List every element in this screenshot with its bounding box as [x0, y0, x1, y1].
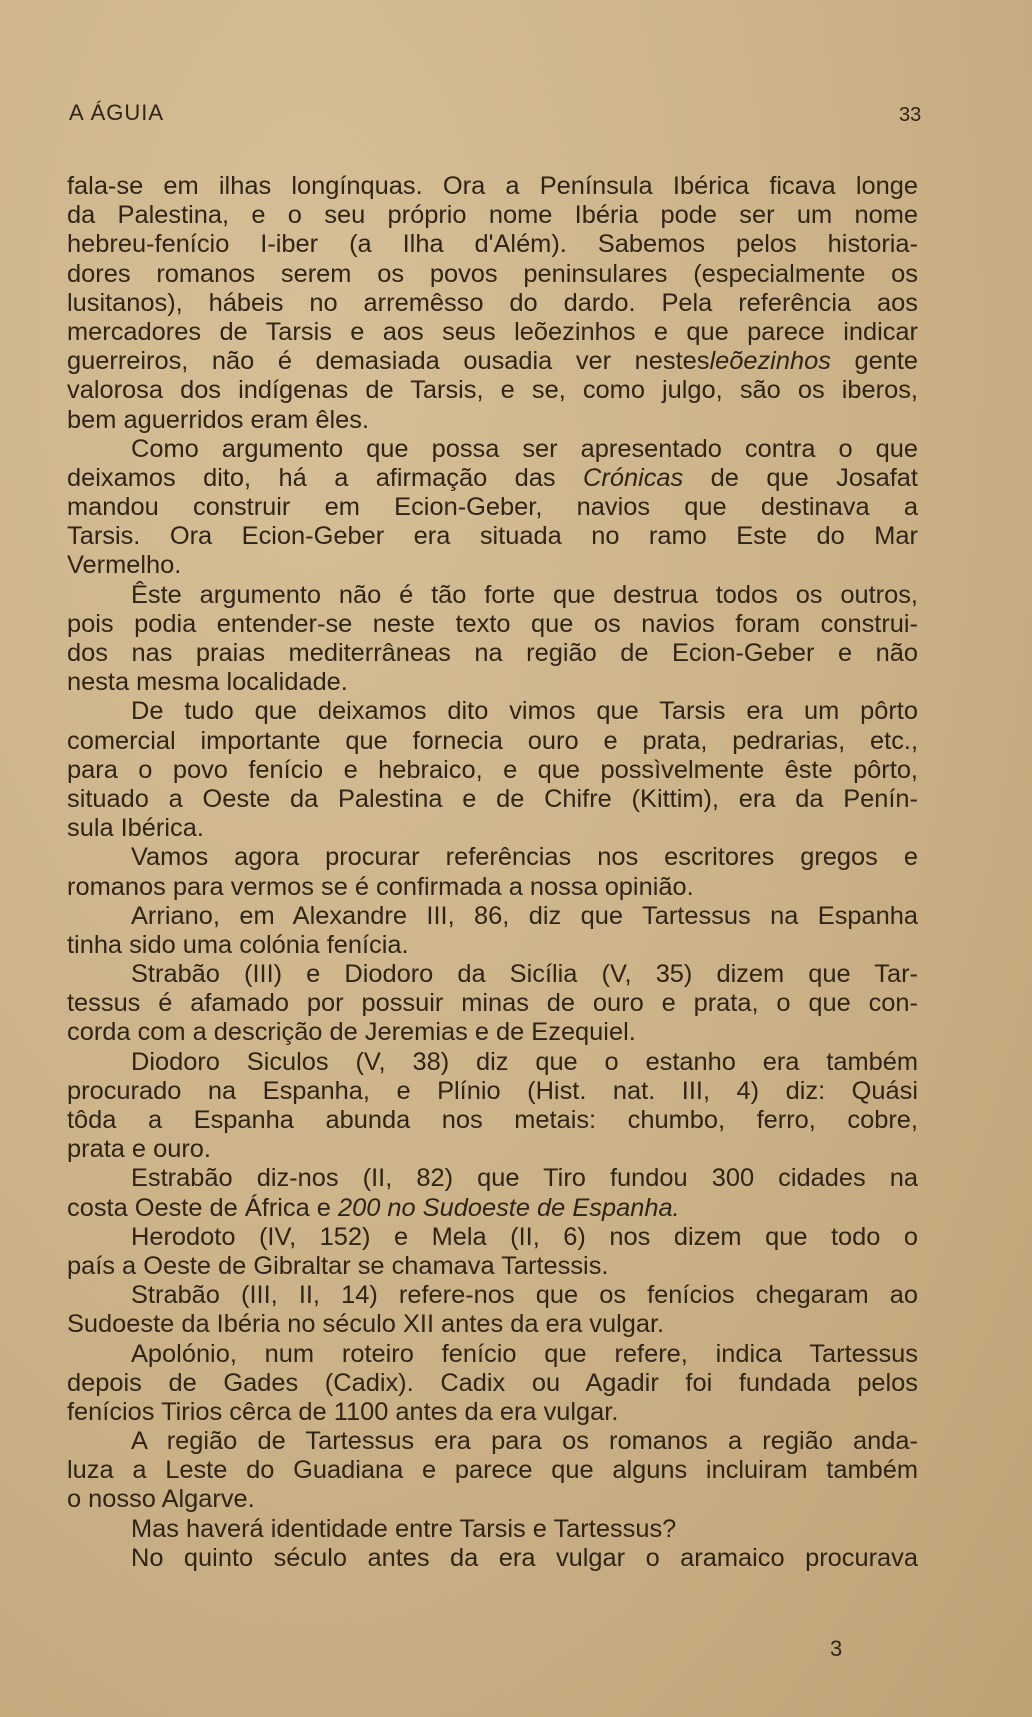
text-line — [67, 931, 918, 960]
line-text: tinha sido uma colónia fenícia. — [67, 930, 409, 959]
line-text: romanos para vermos se é confirmada a nossa opinião. — [67, 872, 694, 901]
text-line — [67, 230, 918, 259]
text-line — [67, 260, 918, 289]
text-line — [67, 902, 918, 931]
text-line — [67, 989, 918, 1018]
signature-mark: 3 — [830, 1636, 843, 1661]
line-text: Êste argumento não é tão forte que destrua todos os outros, — [131, 580, 918, 609]
text-line — [67, 1018, 918, 1047]
line-text: corda com a descrição de Jeremias e de Ezequiel. — [67, 1018, 636, 1047]
line-text: luza a Leste do Guadiana e parece que alguns incluiram também — [67, 1456, 918, 1485]
text-line — [67, 785, 918, 814]
text-line — [67, 1223, 918, 1252]
line-text: tessus é afamado por possuir minas de ouro e prata, o que con- — [67, 989, 918, 1018]
text-line — [67, 1427, 918, 1456]
line-text: mandou construir em Ecion-Geber, navios que destinava a — [67, 493, 918, 522]
line-text: No quinto século antes da era vulgar o aramaico procurava — [131, 1543, 918, 1572]
text-line — [67, 551, 918, 580]
line-text: Sudoeste da Ibéria no século XII antes da era vulgar. — [67, 1310, 665, 1339]
text-line — [67, 1398, 918, 1427]
text-line — [67, 201, 918, 230]
text-line — [67, 843, 918, 872]
text-line — [67, 435, 918, 464]
text-line — [67, 960, 918, 989]
line-text: Mas haverá identidade entre Tarsis e Tartessus? — [131, 1514, 677, 1543]
line-text: dores romanos serem os povos peninsulares (especialmente os — [67, 259, 918, 288]
line-text: guerreiros, não é demasiada ousadia ver nestes — [67, 347, 710, 376]
line-text: hebreu-fenício I-iber (a Ilha d'Além). Sabemos pelos historia- — [67, 230, 918, 259]
line-text: bem aguerridos eram êles. — [67, 405, 370, 434]
line-text: Strabão (III) e Diodoro da Sicília (V, 35) dizem que Tar- — [131, 960, 918, 989]
line-text: sula Ibérica. — [67, 814, 204, 843]
line-text: situado a Oeste da Palestina e de Chifre (Kittim), era da Penín- — [67, 784, 918, 813]
line-trailing-text: gente — [830, 347, 918, 376]
text-line — [67, 1310, 918, 1339]
text-line — [67, 1544, 918, 1573]
text-line — [67, 172, 918, 201]
text-line — [67, 668, 918, 697]
text-line — [67, 1048, 918, 1077]
text-line — [67, 1194, 918, 1223]
line-trailing-text: de que Josafat — [683, 463, 918, 492]
line-text: depois de Gades (Cadix). Cadix ou Agadir foi fundada pelos — [67, 1368, 918, 1397]
text-line — [67, 318, 918, 347]
line-text: Como argumento que possa ser apresentado contra o que — [131, 434, 918, 463]
text-line — [67, 1485, 918, 1514]
text-line — [67, 376, 918, 405]
text-line — [67, 1281, 918, 1310]
line-text: deixamos dito, há a afirmação das — [67, 463, 584, 492]
line-text: Arriano, em Alexandre III, 86, diz que Tartessus na Espanha — [131, 901, 918, 930]
line-text: Diodoro Siculos (V, 38) diz que o estanho era também — [131, 1047, 918, 1076]
text-line — [67, 1515, 918, 1544]
line-text: Herodoto (IV, 152) e Mela (II, 6) nos dizem que todo o — [131, 1222, 918, 1251]
text-line — [67, 639, 918, 668]
text-line — [67, 522, 918, 551]
line-text: valorosa dos indígenas de Tarsis, e se, como julgo, são os iberos, — [67, 376, 918, 405]
line-text: da Palestina, e o seu próprio nome Ibéria pode ser um nome — [67, 201, 918, 230]
line-text: tôda a Espanha abunda nos metais: chumbo, ferro, cobre, — [67, 1106, 918, 1134]
text-line — [67, 697, 918, 726]
line-text: Strabão (III, II, 14) refere-nos que os fenícios chegaram ao — [131, 1281, 918, 1310]
line-italic-text: 200 no Sudoeste de Espanha. — [337, 1193, 680, 1222]
text-line — [67, 347, 918, 376]
text-line — [67, 873, 918, 902]
line-text: lusitanos), hábeis no arremêsso do dardo. Pela referência aos — [67, 288, 918, 317]
running-title: A ÁGUIA — [69, 100, 165, 125]
text-line — [67, 756, 918, 785]
line-text: Vamos agora procurar referências nos escritores gregos e — [131, 843, 918, 872]
text-line — [67, 1456, 918, 1485]
text-line — [67, 1340, 918, 1369]
line-text: fenícios Tirios cêrca de 1100 antes da era vulgar. — [67, 1397, 619, 1426]
text-line — [67, 406, 918, 435]
line-text: prata e ouro. — [67, 1135, 211, 1164]
line-text: país a Oeste de Gibraltar se chamava Tartessis. — [67, 1251, 609, 1280]
line-italic-text: leõezinhos — [709, 347, 831, 376]
text-line — [67, 814, 918, 843]
line-text: nesta mesma localidade. — [67, 668, 348, 697]
line-text: A região de Tartessus era para os romanos a região anda- — [131, 1427, 918, 1456]
text-line — [67, 581, 918, 610]
line-text: pois podia entender-se neste texto que os navios foram construi- — [67, 609, 918, 638]
text-line — [67, 727, 918, 756]
line-text: Estrabão diz-nos (II, 82) que Tiro fundou 300 cidades na — [131, 1164, 918, 1193]
text-line — [67, 1252, 918, 1281]
text-line — [67, 1077, 918, 1106]
line-text: fala-se em ilhas longínquas. Ora a Península Ibérica ficava longe — [67, 172, 918, 200]
text-line — [67, 610, 918, 639]
line-text: Tarsis. Ora Ecion-Geber era situada no ramo Este do Mar — [67, 522, 918, 551]
page-number: 33 — [899, 104, 922, 126]
text-line — [67, 1106, 918, 1135]
line-text: Vermelho. — [67, 551, 182, 580]
line-text: dos nas praias mediterrâneas na região de Ecion-Geber e não — [67, 639, 918, 667]
line-text: De tudo que deixamos dito vimos que Tarsis era um pôrto — [131, 697, 918, 726]
line-text: o nosso Algarve. — [67, 1485, 255, 1514]
text-line — [67, 1135, 918, 1164]
text-line — [67, 1164, 918, 1193]
line-text: Apolónio, num roteiro fenício que refere, indica Tartessus — [131, 1339, 918, 1368]
line-text: mercadores de Tarsis e aos seus leõezinhos e que parece indicar — [67, 317, 918, 346]
line-text: procurado na Espanha, e Plínio (Hist. nat. III, 4) diz: Quási — [67, 1076, 918, 1105]
line-text: costa Oeste de África e — [67, 1193, 338, 1222]
line-text: comercial importante que fornecia ouro e prata, pedrarias, etc., — [67, 726, 918, 755]
text-line — [67, 464, 918, 493]
text-line — [67, 1369, 918, 1398]
line-italic-text: Crónicas — [583, 463, 684, 492]
text-line — [67, 289, 918, 318]
body-text — [67, 172, 918, 1573]
line-text: para o povo fenício e hebraico, e que possìvelmente êste pôrto, — [67, 755, 918, 784]
text-line — [67, 493, 918, 522]
